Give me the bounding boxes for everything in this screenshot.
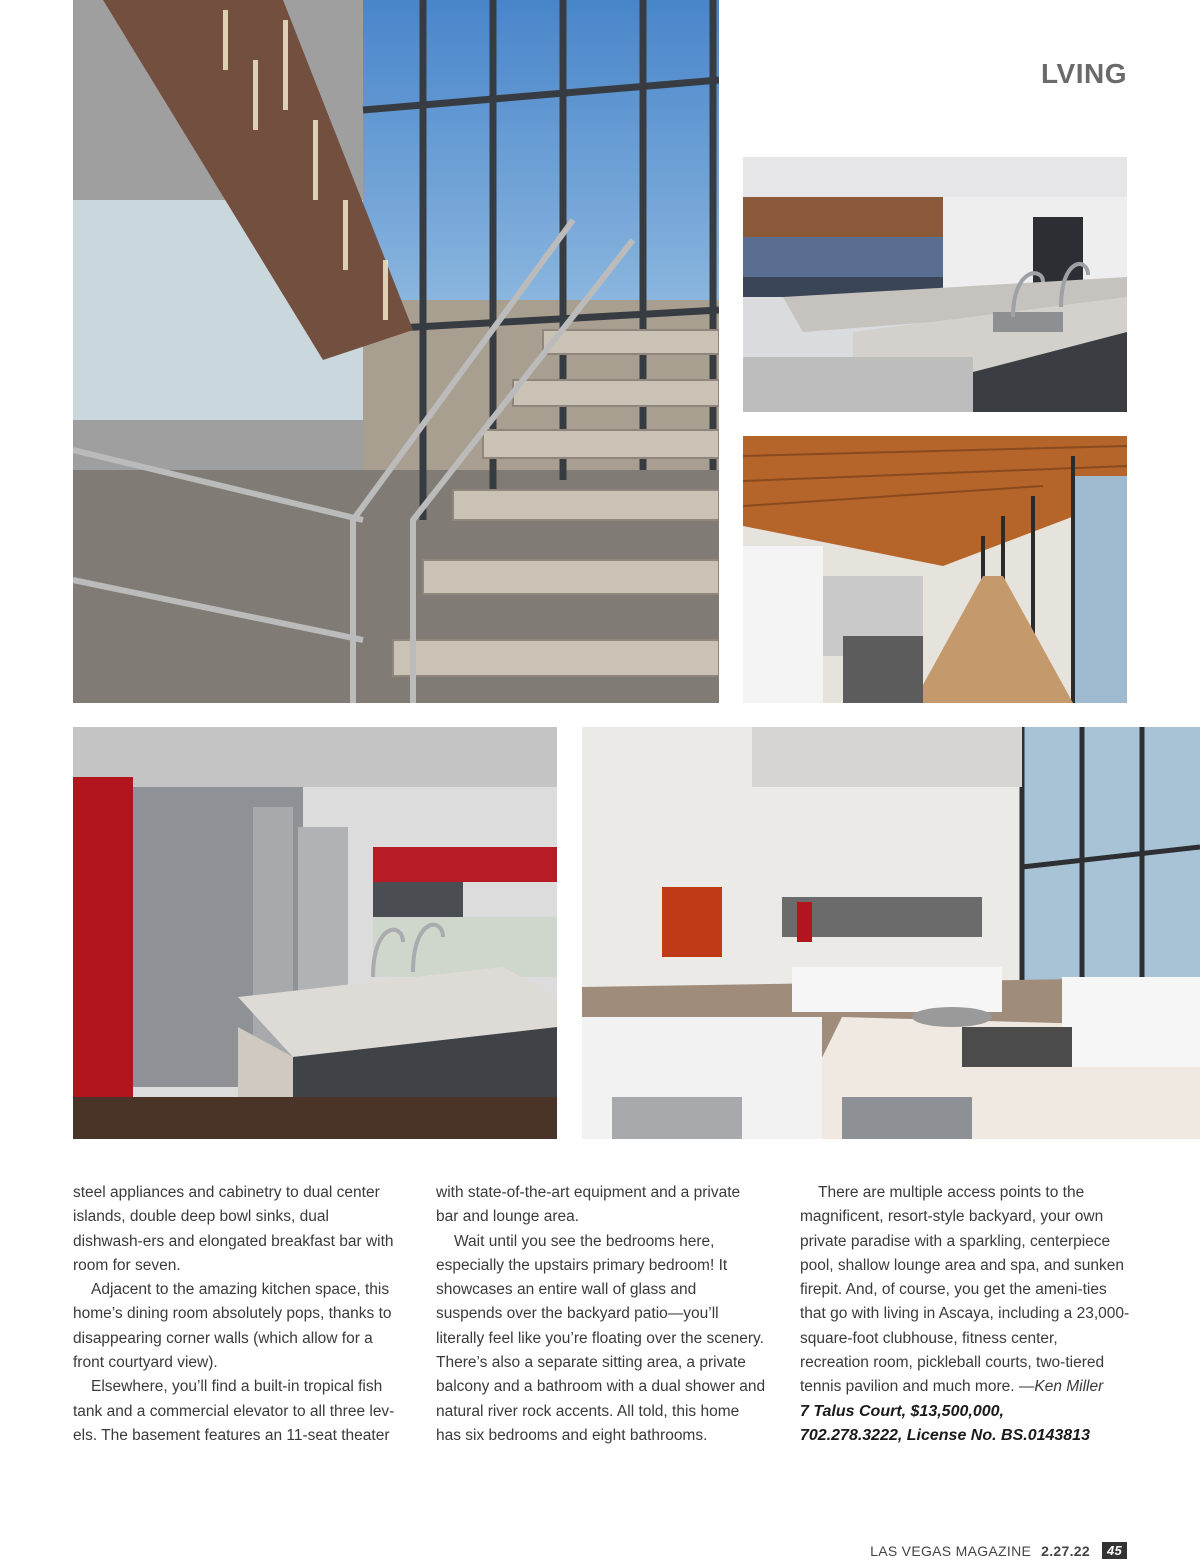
- listing-contact-license: 702.278.3222, License No. BS.0143813: [800, 1426, 1090, 1444]
- page-footer: [870, 1542, 1127, 1559]
- staircase-photo: [73, 0, 719, 703]
- red-kitchen-photo: [73, 727, 557, 1139]
- listing-address-price: 7 Talus Court, $13,500,000,: [800, 1402, 1004, 1420]
- article-paragraph: Elsewhere, you’ll find a built-in tropical fish tank and a commercial elevator to all three lev-els. The basement features an 11-seat theater: [73, 1378, 395, 1444]
- article-column-3: [800, 1181, 1130, 1448]
- article-paragraph: There are multiple access points to the magnificent, resort-style backyard, your own private paradise with a sparkling, centerpiece pool, shallow lounge area and spa, and sunken firepit. And, of course, you get the ameni-ties that go with living in Ascaya, including a 23,000-square-foot clubhouse, fitness center, recreation room, pickleball courts, two-tiered tennis pavilion and much more.: [800, 1184, 1130, 1396]
- walkway-photo: [743, 436, 1127, 703]
- author-byline: —Ken Miller: [1018, 1378, 1104, 1396]
- publication-name: LAS VEGAS MAGAZINE: [870, 1542, 1032, 1559]
- article-column-1: [73, 1181, 398, 1448]
- article-paragraph: steel appliances and cabinetry to dual center islands, double deep bowl sinks, dual dishwash-ers and elongated breakfast bar with room for seven.: [73, 1184, 394, 1274]
- article-paragraph: with state-of-the-art equipment and a private bar and lounge area.: [436, 1184, 741, 1226]
- section-label: LVING: [1041, 58, 1127, 89]
- living-room-photo: [582, 727, 1200, 1139]
- article-paragraph: Wait until you see the bedrooms here, especially the upstairs primary bedroom! It showcases an entire wall of glass and suspends over the backyard patio—you’ll literally feel like you’re floating over the scenery. There’s also a separate sitting area, a private balcony and a bathroom with a dual shower and natural river rock accents. All told, this home has six bedrooms and eight bathrooms.: [436, 1232, 766, 1444]
- issue-date: 2.27.22: [1041, 1542, 1090, 1559]
- article-column-2: [436, 1181, 766, 1448]
- kitchen-view-photo: [743, 157, 1127, 412]
- article-paragraph: Adjacent to the amazing kitchen space, this home’s dining room absolutely pops, thanks to disappearing corner walls (which allow for a front courtyard view).: [73, 1281, 392, 1372]
- page-number: 45: [1102, 1542, 1127, 1559]
